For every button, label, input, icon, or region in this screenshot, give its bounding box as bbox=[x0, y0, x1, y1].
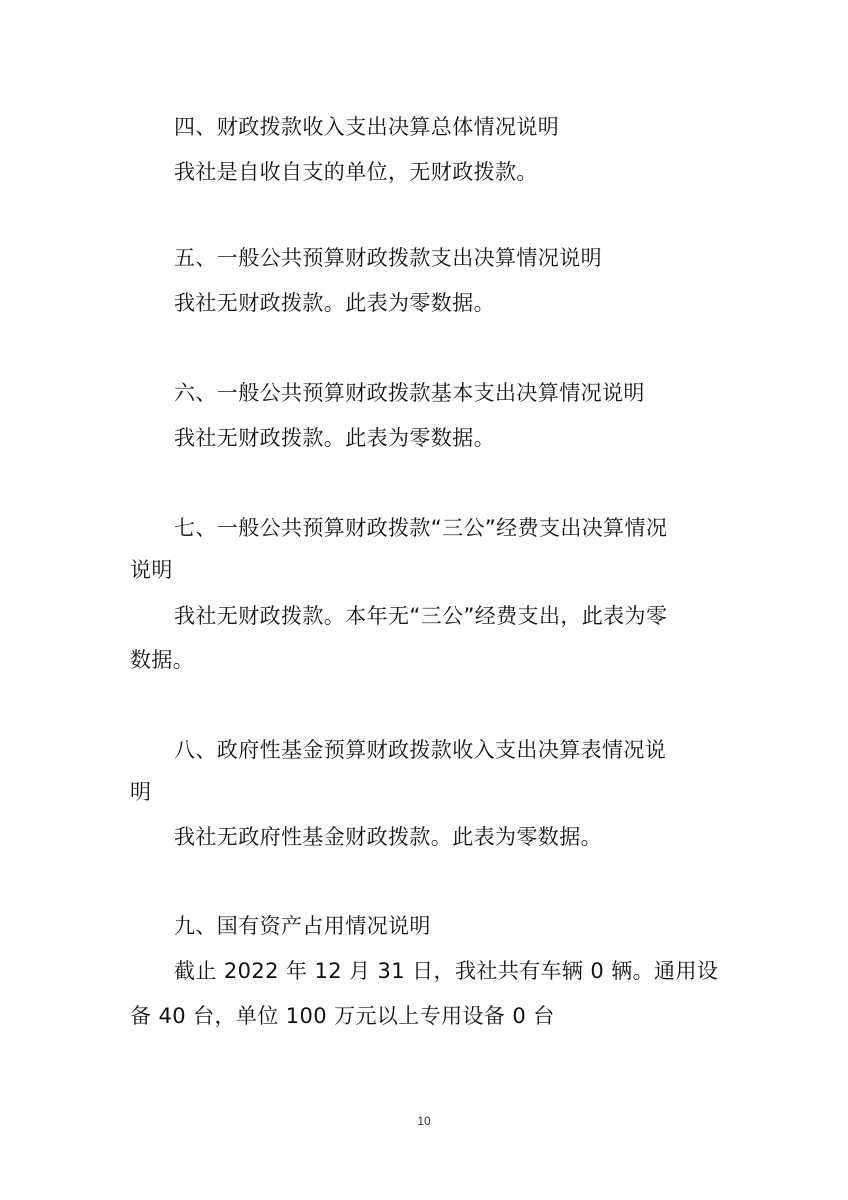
section-6-body: 我社无财政拨款。此表为零数据。 bbox=[174, 426, 495, 450]
section-4-heading: 四、财政拨款收入支出决算总体情况说明 bbox=[174, 115, 560, 139]
section-8-heading-line-2: 明 bbox=[130, 780, 152, 804]
section-8-body: 我社无政府性基金财政拨款。此表为零数据。 bbox=[174, 825, 602, 849]
section-4-body: 我社是自收自支的单位，无财政拨款。 bbox=[174, 160, 538, 184]
section-6-heading: 六、一般公共预算财政拨款基本支出决算情况说明 bbox=[174, 381, 645, 405]
section-7-heading-line-1: 七、一般公共预算财政拨款“三公”经费支出决算情况 bbox=[174, 516, 668, 540]
section-5-body: 我社无财政拨款。此表为零数据。 bbox=[174, 291, 495, 315]
section-7-body-line-1: 我社无财政拨款。本年无“三公”经费支出，此表为零 bbox=[174, 604, 668, 628]
section-7-heading-line-2: 说明 bbox=[130, 558, 173, 582]
section-8-heading-line-1: 八、政府性基金预算财政拨款收入支出决算表情况说 bbox=[174, 738, 667, 762]
section-9-body-line-1: 截止 2022 年 12 月 31 日，我社共有车辆 0 辆。通用设 bbox=[174, 959, 719, 983]
section-5-heading: 五、一般公共预算财政拨款支出决算情况说明 bbox=[174, 246, 602, 270]
section-9-heading: 九、国有资产占用情况说明 bbox=[174, 914, 431, 938]
section-7-body-line-2: 数据。 bbox=[130, 648, 195, 672]
page-number: 10 bbox=[417, 1114, 431, 1128]
section-9-body-line-2: 备 40 台，单位 100 万元以上专用设备 0 台 bbox=[130, 1004, 555, 1028]
